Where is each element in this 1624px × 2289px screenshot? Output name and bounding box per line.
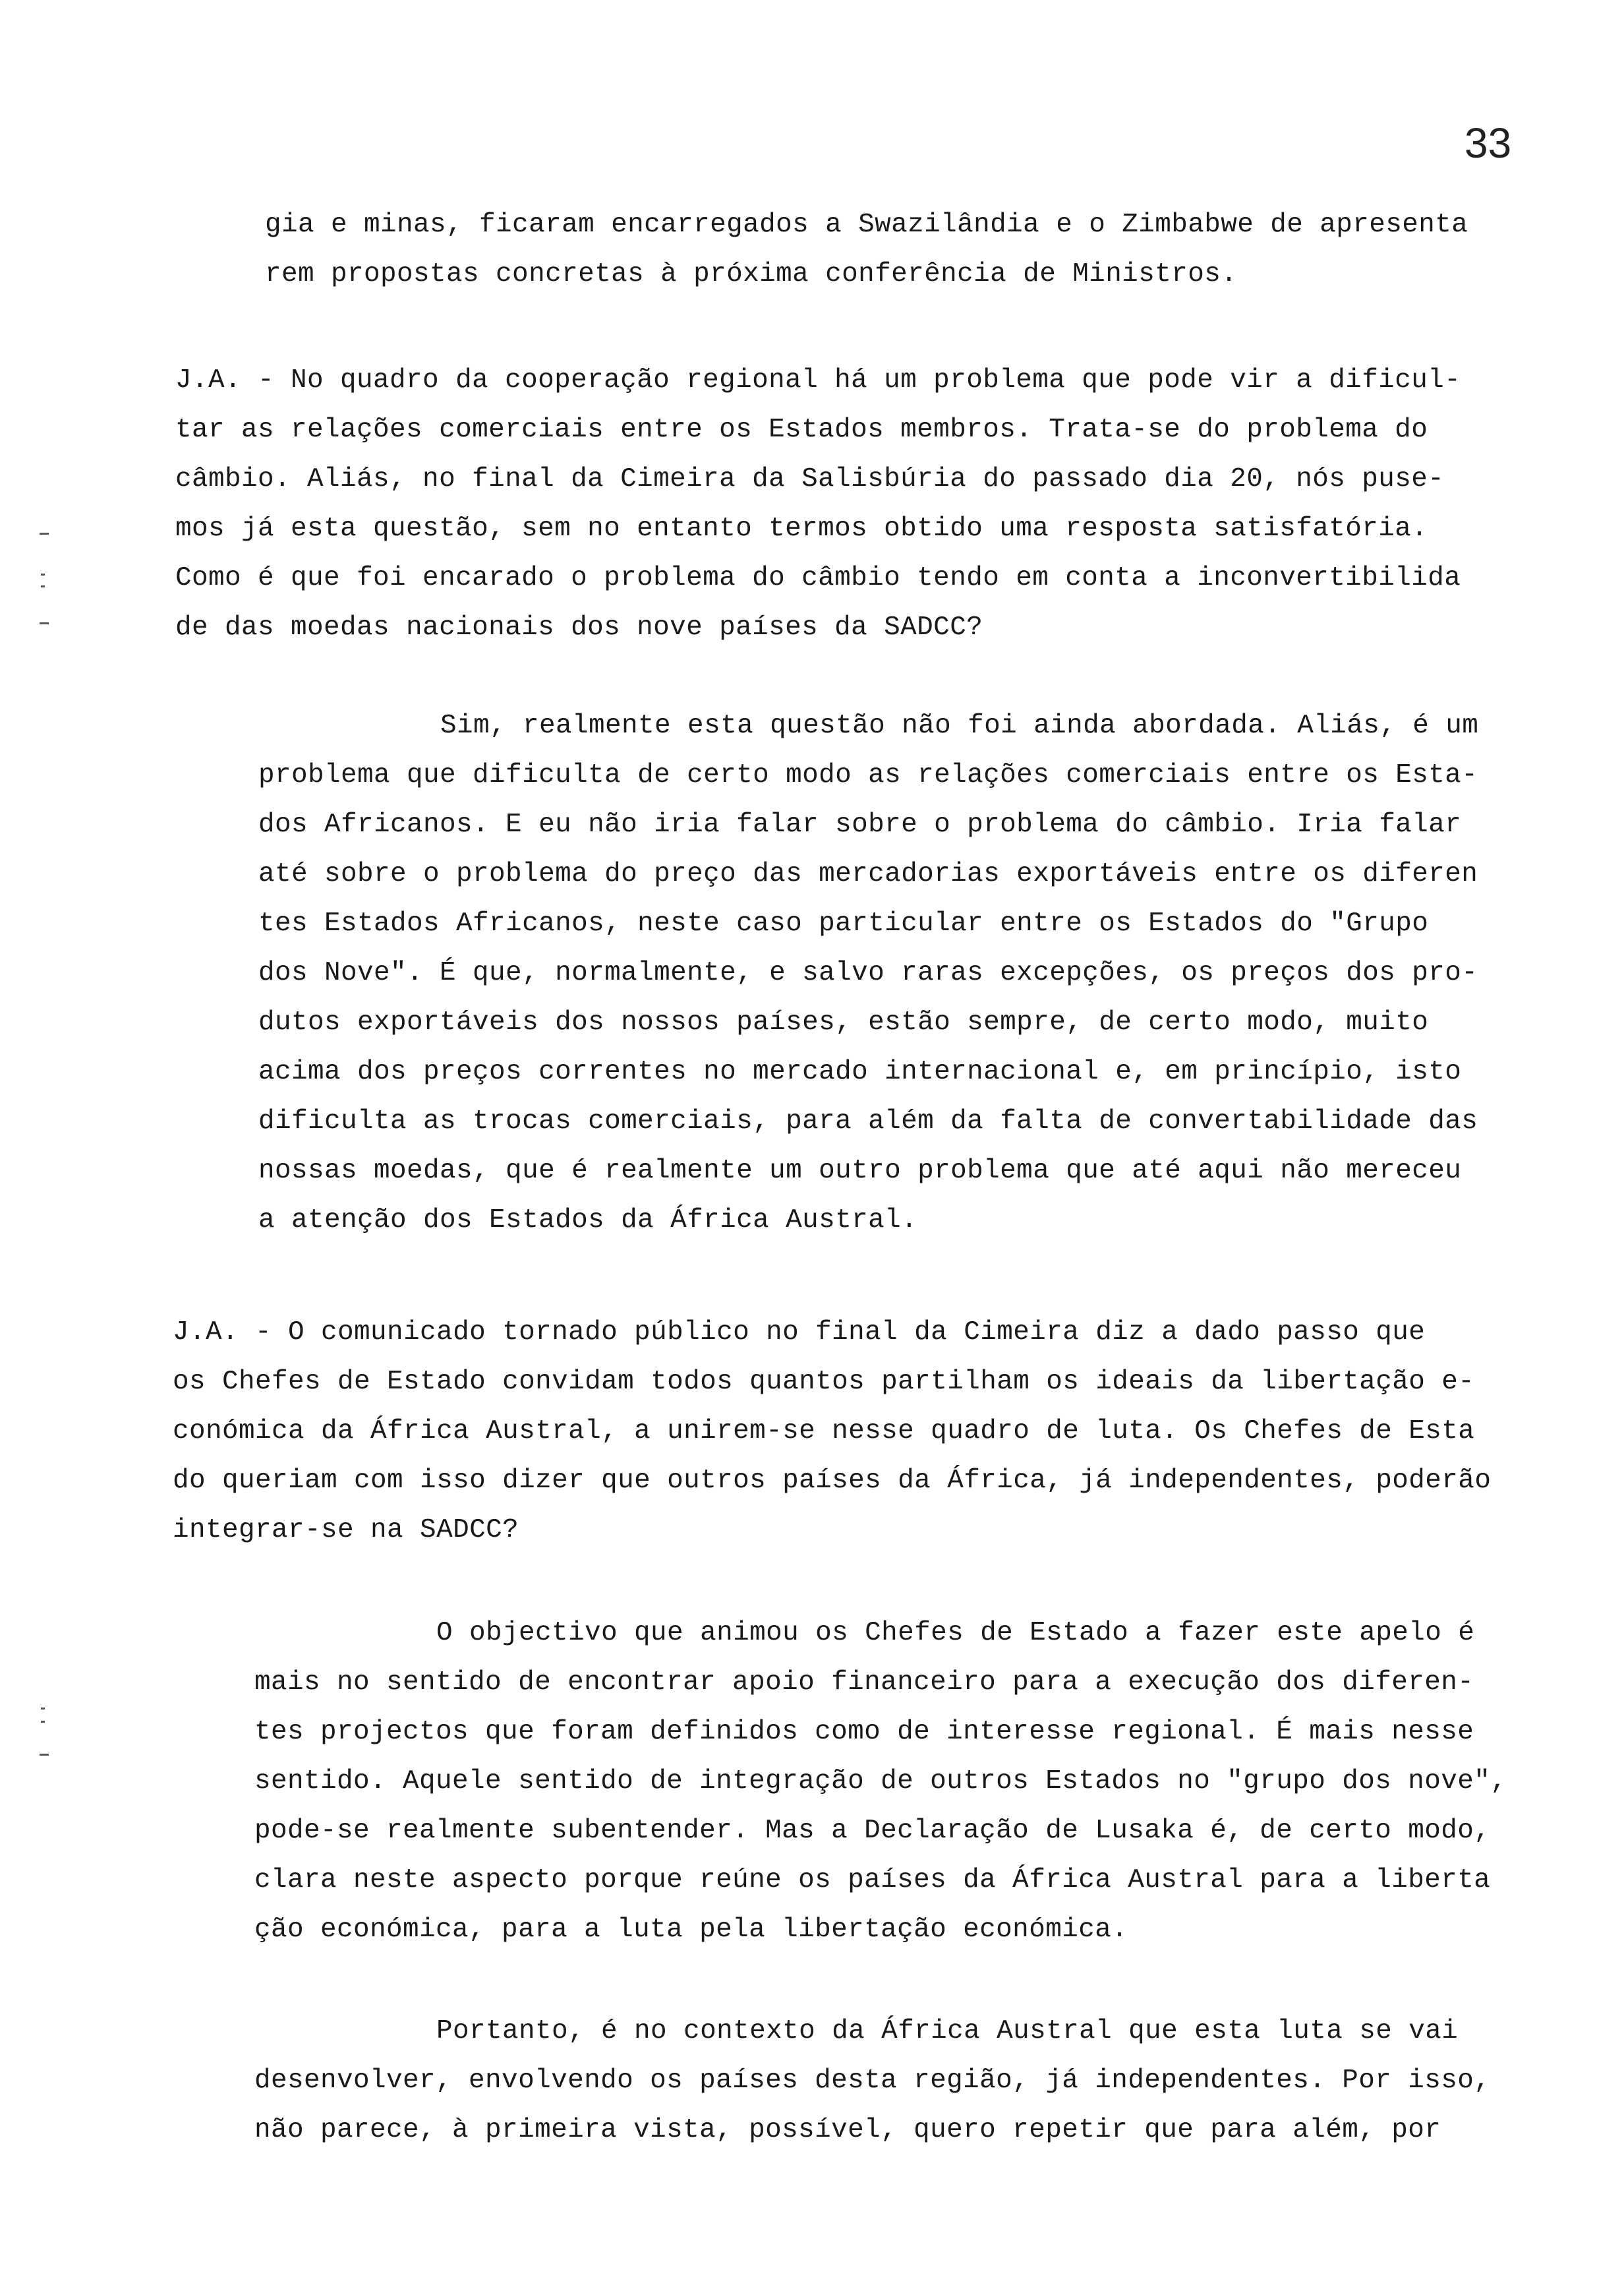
text-line: acima dos preços correntes no mercado internacional e, em princípio, isto [258,1057,1462,1087]
text-line: dificulta as trocas comerciais, para além da falta de convertabilidade das [258,1106,1478,1137]
margin-mark [41,1721,45,1723]
paragraph-continuation [265,200,1468,299]
text-line: conómica da África Austral, a unirem-se nesse quadro de luta. Os Chefes de Esta [173,1416,1475,1446]
text-line: nossas moedas, que é realmente um outro problema que até aqui não mereceu [258,1156,1462,1186]
text-line: a atenção dos Estados da África Austral. [258,1205,918,1235]
text-line: J.A. - O comunicado tornado público no final da Cimeira diz a dado passo que [173,1317,1426,1348]
interviewer-question [175,356,1461,653]
text-line: integrar-se na SADCC? [173,1515,519,1545]
margin-mark [41,585,45,587]
margin-mark [41,1708,45,1709]
interviewee-answer [254,1609,1507,1955]
margin-mark [40,1754,49,1756]
text-line: Como é que foi encarado o problema do câmbio tendo em conta a inconvertibilida [175,563,1461,593]
text-line: problema que dificulta de certo modo as relações comerciais entre os Esta- [258,760,1478,790]
text-line: clara neste aspecto porque reúne os países da África Austral para a liberta [254,1865,1491,1895]
text-line: dos Africanos. E eu não iria falar sobre o problema do câmbio. Iria falar [258,810,1462,840]
text-line: os Chefes de Estado convidam todos quantos partilham os ideais da libertação e- [173,1367,1475,1397]
text-line: até sobre o problema do preço das mercadorias exportáveis entre os diferen [258,859,1478,889]
page-number: 33 [1464,119,1512,167]
text-line: dos Nove". É que, normalmente, e salvo raras excepções, os preços dos pro- [258,958,1478,988]
interviewee-answer [258,701,1478,1245]
text-line: desenvolver, envolvendo os países desta região, já independentes. Por isso, [254,2066,1491,2096]
text-line: pode-se realmente subentender. Mas a Declaração de Lusaka é, de certo modo, [254,1816,1491,1846]
text-line: J.A. - No quadro da cooperação regional há um problema que pode vir a dificul- [175,365,1461,396]
text-line: do queriam com isso dizer que outros países da África, já independentes, poderão [173,1466,1492,1496]
text-line: gia e minas, ficaram encarregados a Swazilândia e o Zimbabwe de apresenta [265,210,1468,240]
text-line: mais no sentido de encontrar apoio financeiro para a execução dos diferen- [254,1667,1474,1698]
text-line: dutos exportáveis dos nossos países, estão sempre, de certo modo, muito [258,1007,1429,1038]
text-line: ção económica, para a luta pela libertação económica. [254,1915,1128,1945]
interviewer-question [173,1308,1491,1555]
text-line: tes Estados Africanos, neste caso particular entre os Estados do "Grupo [258,908,1429,939]
interviewee-answer-continued [254,2007,1490,2155]
text-line: tar as relações comerciais entre os Estados membros. Trata-se do problema do [175,415,1428,445]
text-line: sentido. Aquele sentido de integração de outros Estados no "grupo dos nove", [254,1766,1507,1797]
text-line: não parece, à primeira vista, possível, quero repetir que para além, por [254,2115,1441,2145]
text-line: de das moedas nacionais dos nove países da SADCC? [175,612,983,643]
text-line: rem propostas concretas à próxima conferência de Ministros. [265,259,1238,289]
text-line: Portanto, é no contexto da África Austral que esta luta se vai [436,2016,1459,2046]
margin-mark [40,533,49,535]
text-line: O objectivo que animou os Chefes de Estado a fazer este apelo é [436,1618,1475,1648]
margin-mark [41,574,45,576]
text-line: mos já esta questão, sem no entanto termos obtido uma resposta satisfatória. [175,514,1428,544]
text-line: Sim, realmente esta questão não foi ainda abordada. Aliás, é um [440,711,1479,741]
margin-mark [40,622,49,624]
text-line: câmbio. Aliás, no final da Cimeira da Salisbúria do passado dia 20, nós puse- [175,464,1445,494]
text-line: tes projectos que foram definidos como de interesse regional. É mais nesse [254,1717,1474,1747]
